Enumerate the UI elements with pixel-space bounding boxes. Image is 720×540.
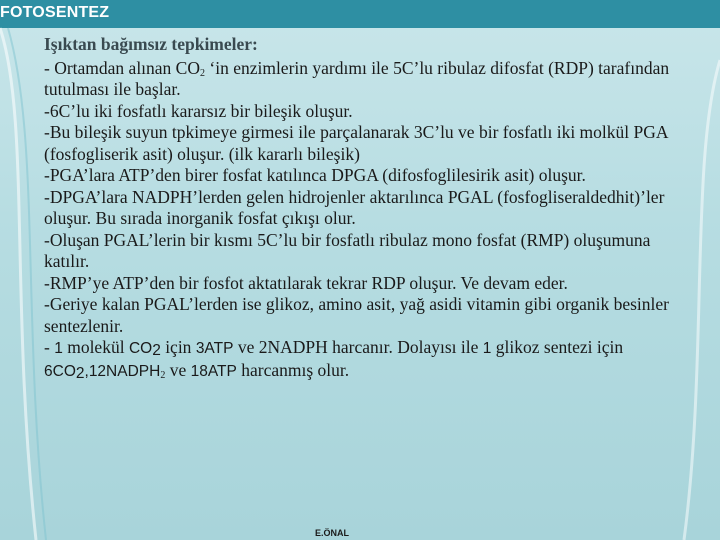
p9-n1: 1 <box>54 340 63 357</box>
p9-s2: molekül <box>62 337 129 357</box>
p9-atp18: 18ATP <box>190 362 237 380</box>
p9-co2-sub: 2 <box>152 342 161 359</box>
p9-co6: 6CO <box>44 362 76 380</box>
p9-s5: glikoz sentezi için <box>491 337 624 357</box>
p9-atp3: 3ATP <box>195 340 234 357</box>
p9-co2: CO <box>128 340 153 357</box>
slide-content <box>44 34 674 382</box>
paragraph-1 <box>44 58 674 101</box>
paragraph-4: -PGA’lara ATP’den birer fosfat katılınca DPGA (difosfoglilesirik asit) oluşur. <box>44 165 586 185</box>
paragraph-8: -Geriye kalan PGAL’lerden ise glikoz, amino asit, yağ asidi vitamin gibi organik besinler sentezlenir. <box>44 294 670 336</box>
paragraph-6: -Oluşan PGAL’lerin bir kısmı 5C’lu bir fosfatlı ribulaz mono fosfat (RMP) oluşumuna katılır. <box>44 229 651 271</box>
p1-text-b: ‘in enzimlerin yardımı ile 5C’lu ribulaz difosfat (RDP) tarafından tutulması ile başlar. <box>44 57 670 99</box>
p9-co6-sub: 2 <box>75 364 85 382</box>
paragraph-3: -Bu bileşik suyun tpkimeye girmesi ile parçalanarak 3C’lu ve bir fosfatlı iki molkül PGA (fosfogliserik asit) oluşur. (ilk kararlı bileşik) <box>44 122 668 164</box>
decorative-curve-left-inner <box>8 28 46 540</box>
paragraph-7: -RMP’ye ATP’den bir fosfot aktatılarak tekrar RDP oluşur. Ve devam eder. <box>44 272 568 293</box>
p9-s6: ve <box>165 359 191 380</box>
p9-s7: harcanmış olur. <box>236 359 350 380</box>
p9-nadph12-sub: 2 <box>160 369 166 381</box>
paragraph-2: -6C’lu iki fosfatlı kararsız bir bileşik oluşur. <box>44 100 353 121</box>
p1-text-a: - Ortamdan alınan CO <box>44 57 200 78</box>
slide-header: FOTOSENTEZ <box>0 4 110 21</box>
footer-author: E.ÖNAL <box>315 528 350 538</box>
decorative-curve-right <box>684 60 720 540</box>
p9-s1: - <box>44 337 55 357</box>
p9-s3: için <box>160 337 196 357</box>
p9-n2: 1 <box>482 340 492 357</box>
slide-title: Işıktan bağımsız tepkimeler: <box>44 34 258 54</box>
paragraph-9 <box>44 337 674 382</box>
p9-nadph12: 12NADPH <box>88 362 161 380</box>
paragraph-5: -DPGA’lara NADPH’lerden gelen hidrojenler aktarılınca PGAL (fosfogliseraldedhit)’ler oluşur. Bu sırada inorganik fosfat çıkışı olur. <box>44 186 665 228</box>
p9-comma: , <box>84 362 89 380</box>
p9-s4: ve 2NADPH harcanır. Dolayısı ile <box>233 337 483 357</box>
p1-subscript: 2 <box>200 67 205 79</box>
decorative-curve-left <box>0 28 36 540</box>
